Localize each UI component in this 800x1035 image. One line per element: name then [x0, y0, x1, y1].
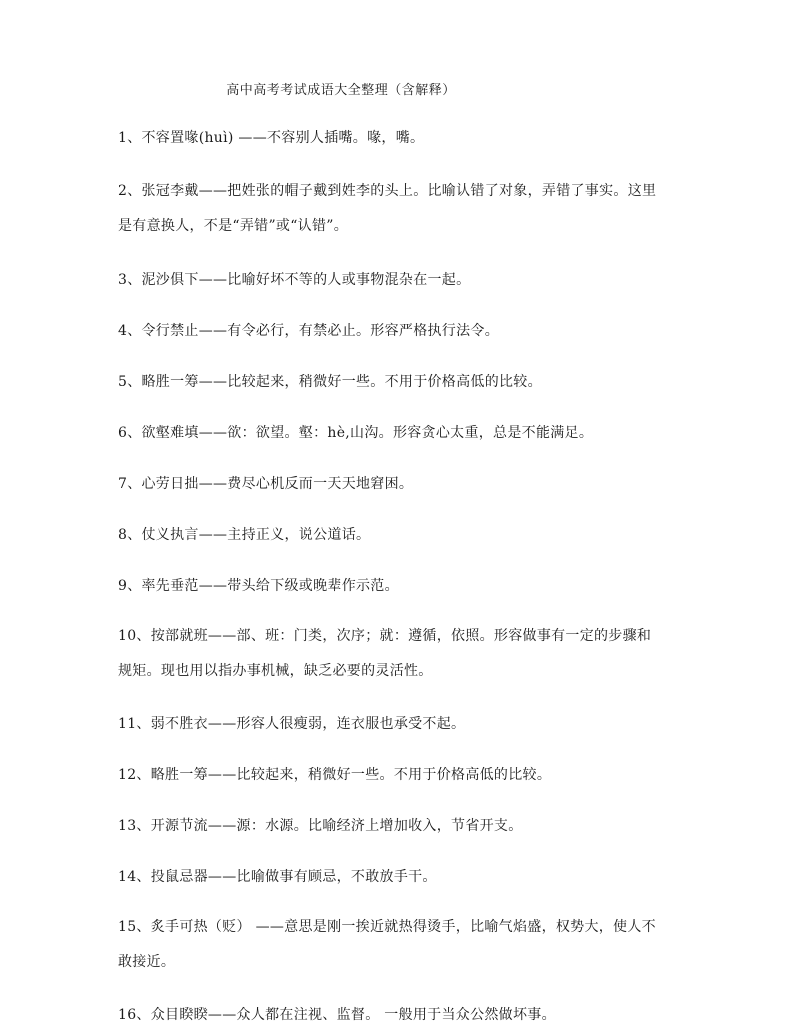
- entry-4: [118, 314, 688, 349]
- entry-line: 是有意换人，不是“弄错”或“认错”。: [118, 218, 349, 234]
- entry-15: [118, 910, 688, 980]
- entry-line: 11、弱不胜衣——形容人很瘦弱，连衣服也承受不起。: [118, 716, 466, 732]
- entry-line: 12、略胜一筹——比较起来，稍微好一些。不用于价格高低的比较。: [118, 767, 552, 783]
- entry-line: 4、令行禁止——有令必行，有禁必止。形容严格执行法令。: [118, 323, 500, 339]
- entry-5: [118, 365, 688, 400]
- entry-line: 规矩。现也用以指办事机械，缺乏必要的灵活性。: [118, 663, 433, 679]
- entry-11: [118, 707, 688, 742]
- entry-13: [118, 809, 688, 844]
- entry-line: 16、众目睽睽——众人都在注视、监督。 一般用于当众公然做坏事。: [118, 1007, 556, 1023]
- document-title: 高中高考考试成语大全整理（含解释）: [226, 83, 456, 98]
- entry-line: 8、仗义执言——主持正义，说公道话。: [118, 527, 371, 543]
- entry-2: [118, 174, 688, 244]
- entry-10: [118, 619, 688, 689]
- entry-line: 5、略胜一筹——比较起来，稍微好一些。不用于价格高低的比较。: [118, 374, 542, 390]
- entry-14: [118, 860, 688, 895]
- entry-line: 7、心劳日拙——费尽心机反而一天天地窘困。: [118, 476, 414, 492]
- entry-9: [118, 569, 688, 604]
- entry-8: [118, 518, 688, 553]
- entry-12: [118, 758, 688, 793]
- entry-16: [118, 998, 688, 1033]
- entry-line: 9、率先垂范——带头给下级或晚辈作示范。: [118, 578, 399, 594]
- entry-line: 14、投鼠忌器——比喻做事有顾忌，不敢放手干。: [118, 869, 437, 885]
- entry-6: [118, 416, 688, 451]
- entry-line: 10、按部就班——部、班：门类，次序；就：遵循，依照。形容做事有一定的步骤和: [118, 628, 652, 644]
- entry-line: 敢接近。: [118, 954, 176, 970]
- entry-line: 3、泥沙俱下——比喻好坏不等的人或事物混杂在一起。: [118, 272, 471, 288]
- entry-1: [118, 121, 688, 156]
- entry-line: 6、欲壑难填——欲：欲望。壑：hè,山沟。形容贪心太重，总是不能满足。: [118, 425, 594, 441]
- entry-3: [118, 263, 688, 298]
- entry-line: 15、炙手可热（贬） ——意思是刚一挨近就热得烫手，比喻气焰盛，权势大，使人不: [118, 919, 656, 935]
- entry-line: 13、开源节流——源：水源。比喻经济上增加收入，节省开支。: [118, 818, 523, 834]
- entry-line: 1、不容置喙(huì) ——不容别人插嘴。喙，嘴。: [118, 130, 425, 146]
- entry-7: [118, 467, 688, 502]
- entry-line: 2、张冠李戴——把姓张的帽子戴到姓李的头上。比喻认错了对象，弄错了事实。这里: [118, 183, 657, 199]
